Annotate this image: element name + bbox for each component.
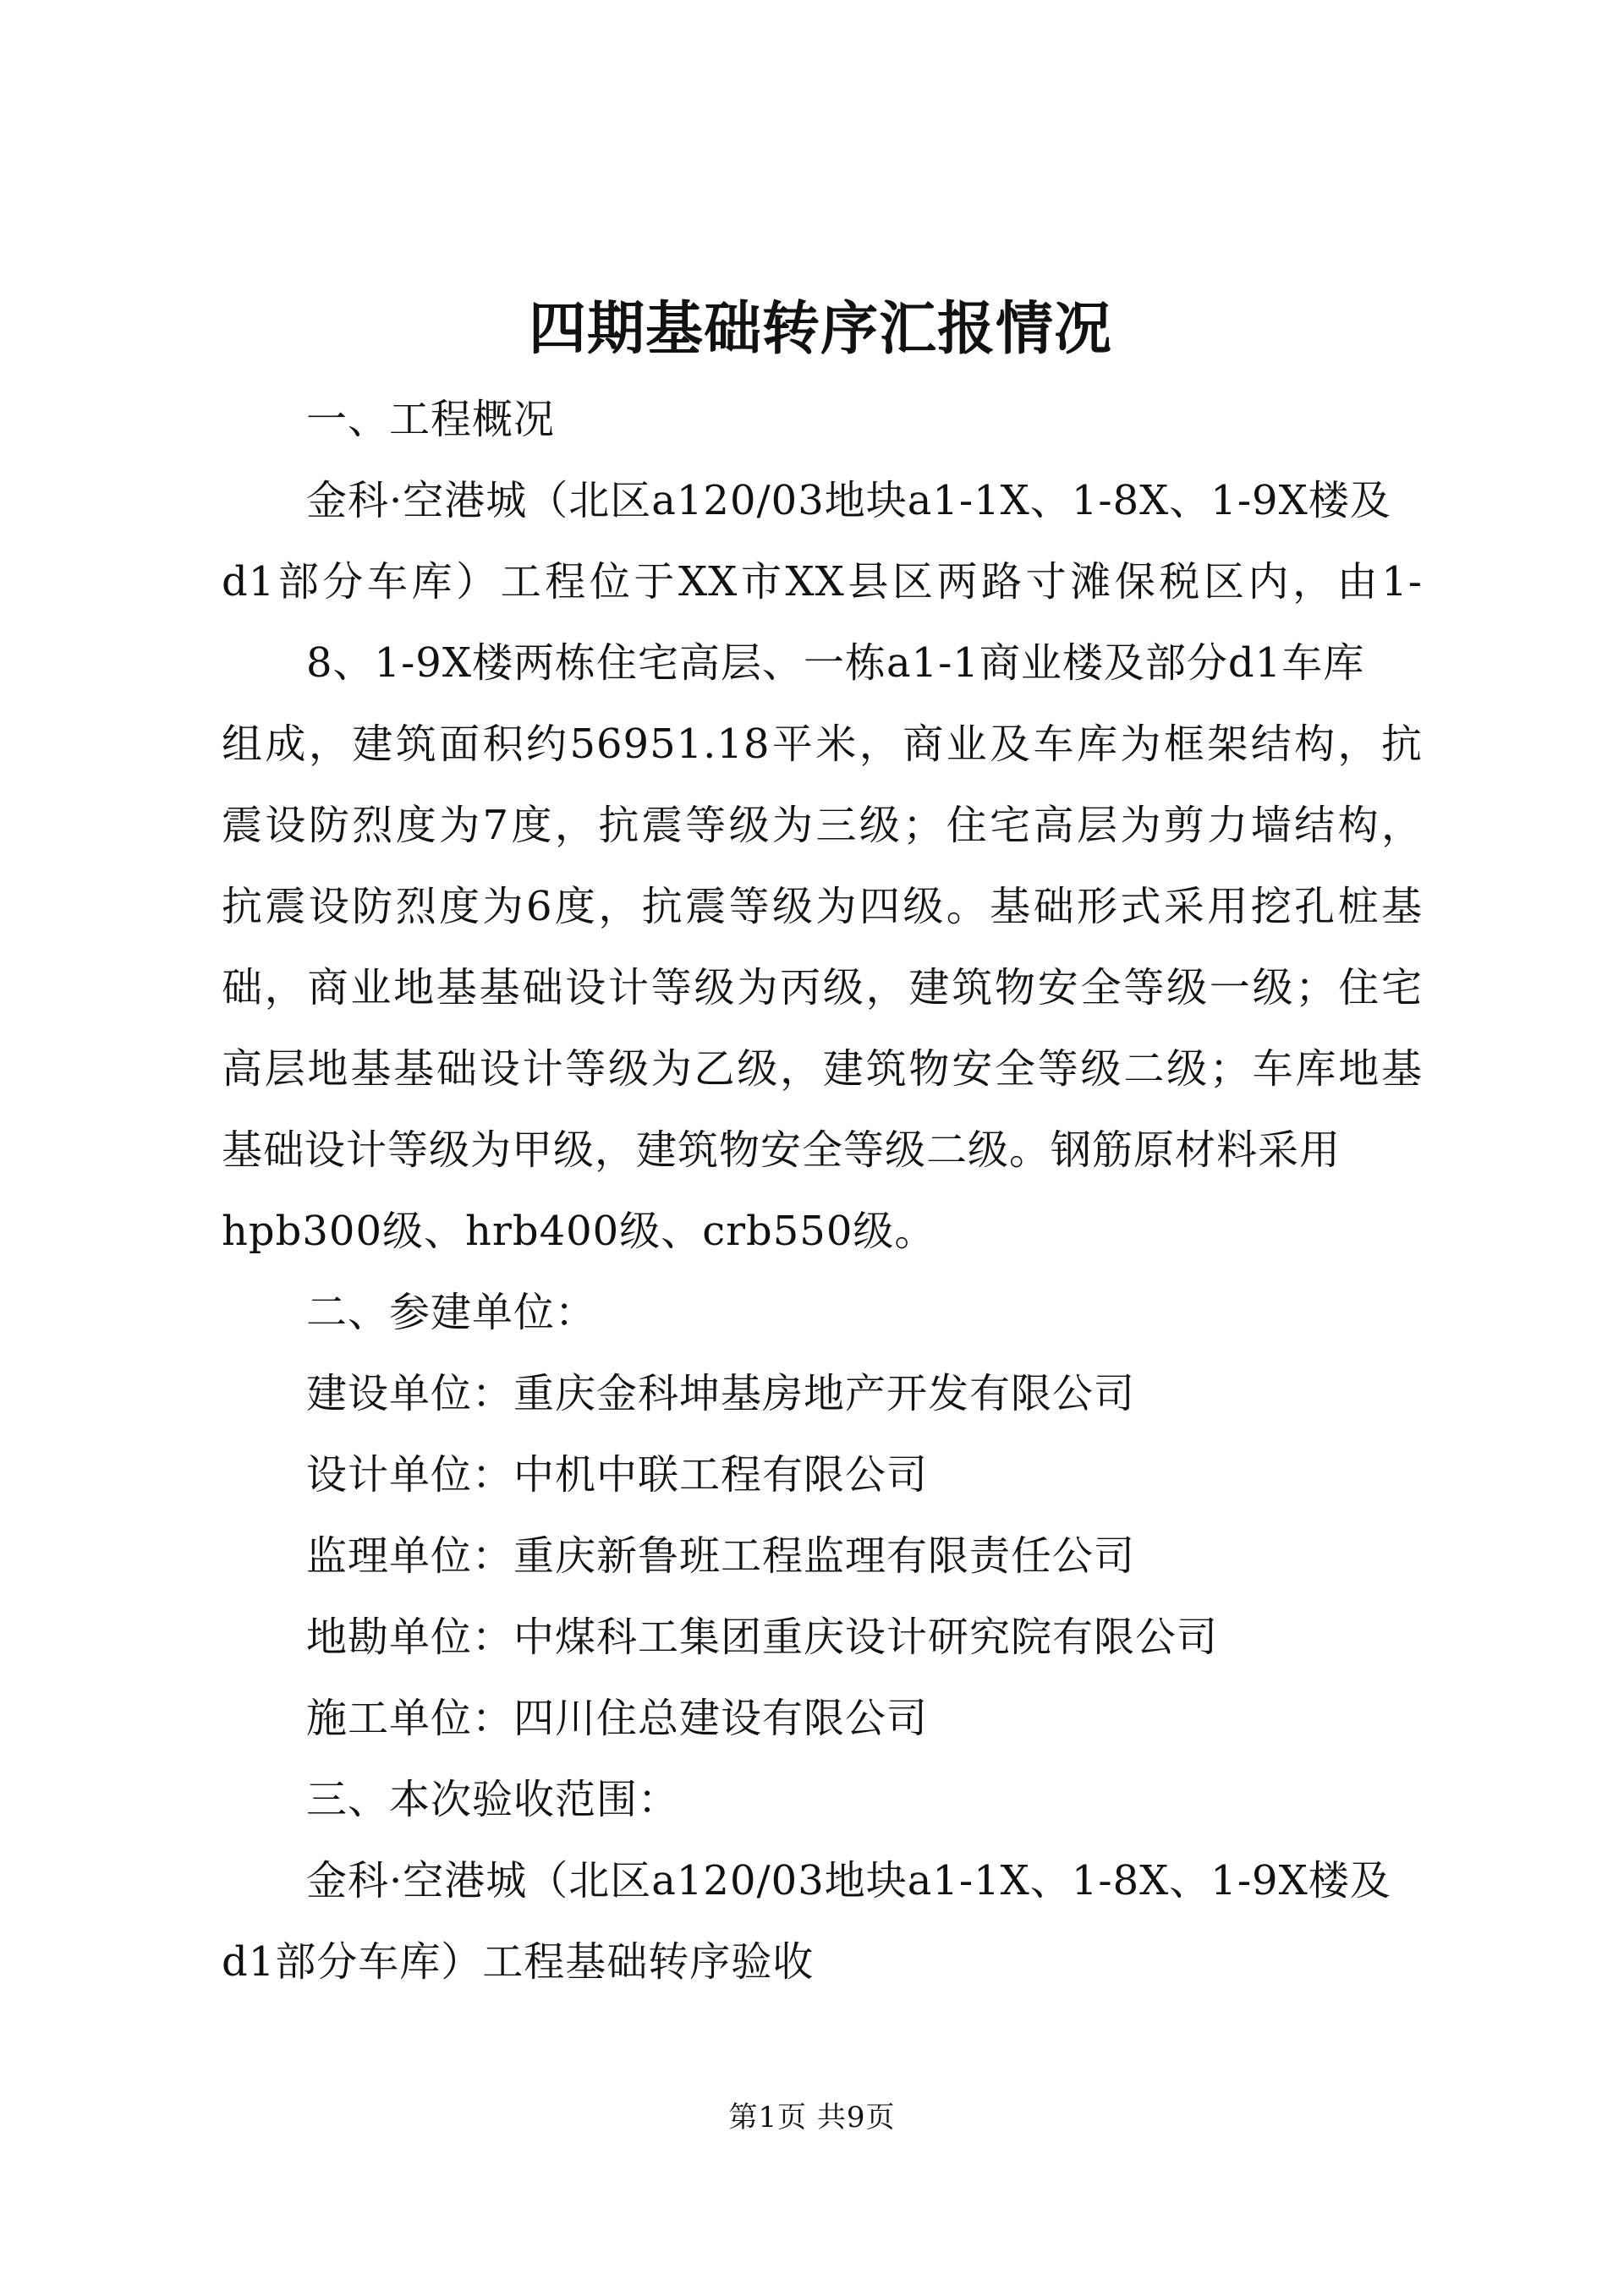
overview-line: 组成，建筑面积约56951.18平米，商业及车库为框架结构，抗 xyxy=(222,721,1423,768)
scope-line: d1部分车库）工程基础转序验收 xyxy=(222,1938,815,1986)
participant-unit: 建设单位：重庆金科坤基房地产开发有限公司 xyxy=(306,1370,1136,1417)
participant-unit: 设计单位：中机中联工程有限公司 xyxy=(306,1451,929,1499)
overview-line: hpb300级、hrb400级、crb550级。 xyxy=(222,1208,936,1255)
participant-unit: 施工单位：四川住总建设有限公司 xyxy=(306,1695,929,1742)
overview-line: 震设防烈度为7度，抗震等级为三级；住宅高层为剪力墙结构， xyxy=(222,802,1423,849)
document-title: 四期基础转序汇报情况 xyxy=(528,295,1112,363)
overview-line: 基础设计等级为甲级，建筑物安全等级二级。钢筋原材料采用 xyxy=(222,1126,1341,1174)
section-heading-scope: 三、本次验收范围： xyxy=(306,1776,680,1823)
overview-line: d1部分车库）工程位于XX市XX县区两路寸滩保税区内，由1- xyxy=(222,558,1423,606)
scope-line: 金科·空港城（北区a120/03地块a1-1X、1-8X、1-9X楼及 xyxy=(306,1857,1391,1904)
section-heading-participants: 二、参建单位： xyxy=(306,1289,597,1336)
overview-line: 抗震设防烈度为6度，抗震等级为四级。基础形式采用挖孔桩基 xyxy=(222,883,1423,930)
overview-line: 高层地基基础设计等级为乙级，建筑物安全等级二级；车库地基 xyxy=(222,1045,1423,1093)
overview-line: 8、1-9X楼两栋住宅高层、一栋a1-1商业楼及部分d1车库 xyxy=(306,639,1365,687)
participant-unit: 监理单位：重庆新鲁班工程监理有限责任公司 xyxy=(306,1532,1136,1580)
overview-line: 金科·空港城（北区a120/03地块a1-1X、1-8X、1-9X楼及 xyxy=(306,477,1391,524)
participant-unit: 地勘单位：中煤科工集团重庆设计研究院有限公司 xyxy=(306,1614,1219,1661)
overview-line: 础，商业地基基础设计等级为丙级，建筑物安全等级一级；住宅 xyxy=(222,964,1423,1011)
page-number-footer: 第1页 共9页 xyxy=(728,2101,896,2134)
section-heading-overview: 一、工程概况 xyxy=(306,396,556,443)
